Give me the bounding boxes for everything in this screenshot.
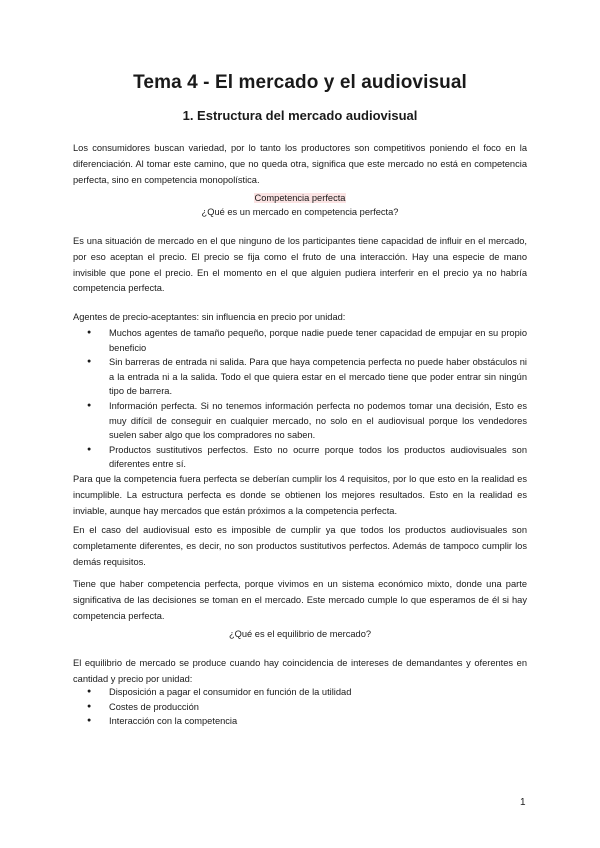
list-item: ● Información perfecta. Si no tenemos información perfecta no podemos tomar una decisión, Esto es muy difícil de conseguir en cualquier mercado, no solo en el audiovisual porque los vendedores suelen saber algo que los compradores no saben. xyxy=(73,399,527,443)
page-number: 1 xyxy=(520,797,526,808)
question-equilibrium: ¿Qué es el equilibrio de mercado? xyxy=(228,629,372,639)
list-item: ● Muchos agentes de tamaño pequeño, porque nadie puede tener capacidad de empujar en su propio beneficio xyxy=(73,326,527,355)
intro-paragraph: Los consumidores buscan variedad, por lo tanto los productores son competitivos poniendo el foco en la diferenciación. Al tomar este camino, que no queda otra, significa que este mercado no está en competencia perfecta, sino en competencia monopolística. xyxy=(73,143,527,185)
equilibrium-paragraph: El equilibrio de mercado se produce cuando hay coincidencia de intereses de demandantes y oferentes en cantidad y precio por unidad: xyxy=(73,658,527,684)
page-title: Tema 4 - El mercado y el audiovisual xyxy=(133,72,467,93)
audiovisual-paragraph: En el caso del audiovisual esto es imposible de cumplir ya que todos los productos audiovisuales son completamente diferentes, es decir, no son productos sustitutivos perfectos. Además de tampoco cumplir los demás requisitos. xyxy=(73,525,527,567)
list-item: ● Disposición a pagar el consumidor en función de la utilidad xyxy=(73,685,527,700)
subheading-highlight: Competencia perfecta xyxy=(254,193,346,203)
equilibrium-list xyxy=(73,685,527,729)
perfect-competition-paragraph: Es una situación de mercado en el que ninguno de los participantes tiene capacidad de influir en el mercado, por eso aceptan el precio. El precio se fija como el fruto de una interacción. Hay una especie de mano invisible que pone el precio. En el momento en el que alguien pudiera interferir en el precio ya no habría competencia perfecta. xyxy=(73,236,527,294)
requisites-paragraph: Para que la competencia fuera perfecta se deberían cumplir los 4 requisitos, por lo que esto en la realidad es incumplible. La estructura perfecta es donde se obtienen los mejores resultados. Esto en la realidad es inviable, aunque hay mercados que están próximos a la competencia perfecta. xyxy=(73,474,527,516)
list-item: ● Costes de producción xyxy=(73,700,527,715)
mixed-economy-paragraph: Tiene que haber competencia perfecta, porque vivimos en un sistema económico mixto, donde una parte significativa de las decisiones se toman en el mercado. Este mercado cumple lo que esperamos de él si hay competencia perfecta. xyxy=(73,579,527,621)
agents-intro: Agentes de precio-aceptantes: sin influencia en precio por unidad: xyxy=(73,312,346,322)
question-perfect-competition: ¿Qué es un mercado en competencia perfecta? xyxy=(201,207,399,217)
list-item: ● Sin barreras de entrada ni salida. Para que haya competencia perfecta no puede haber obstáculos ni a la entrada ni a la salida. Todo el que quiera estar en el mercado tiene que poder entrar sin ningún tipo de barrera. xyxy=(73,355,527,399)
list-item: ● Productos sustitutivos perfectos. Esto no ocurre porque todos los productos audiovisuales son diferentes entre sí. xyxy=(73,443,527,472)
requisites-list xyxy=(73,326,527,472)
list-item: ● Interacción con la competencia xyxy=(73,714,527,729)
section-heading: 1. Estructura del mercado audiovisual xyxy=(182,108,418,123)
